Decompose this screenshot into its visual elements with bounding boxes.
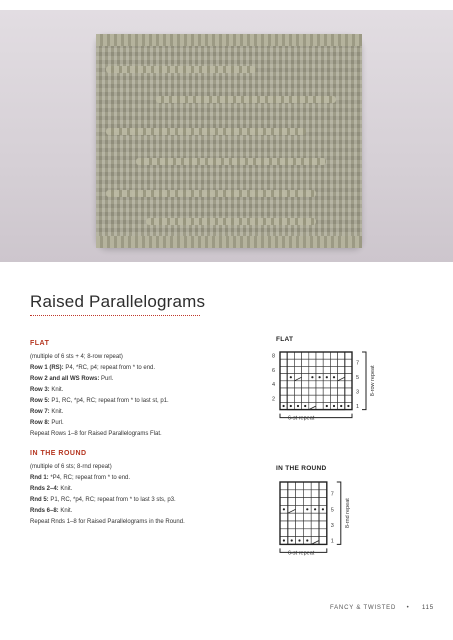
chart-cell xyxy=(294,352,301,359)
chart-cell xyxy=(302,395,309,402)
chart-cell xyxy=(303,529,311,537)
chart-cell xyxy=(319,521,327,529)
chart-cell xyxy=(323,395,330,402)
chart-cell xyxy=(280,395,287,402)
round-line xyxy=(30,495,185,506)
round-line-label: Rnds 6–8: xyxy=(30,508,59,514)
chart-cell xyxy=(311,513,319,521)
page-footer xyxy=(330,605,434,611)
swatch-ridge xyxy=(156,96,336,103)
flat-line xyxy=(30,407,169,418)
chart-cell xyxy=(280,352,287,359)
purl-symbol xyxy=(326,376,328,378)
chart-cell xyxy=(330,359,337,366)
chart-cell xyxy=(309,388,316,395)
swatch-ridge xyxy=(146,218,316,225)
side-repeat-label: 8-row repeat xyxy=(370,365,376,397)
purl-symbol xyxy=(333,376,335,378)
chart-cell xyxy=(288,521,296,529)
row-number: 7 xyxy=(330,491,334,498)
chart-cell xyxy=(287,366,294,373)
chart-cell xyxy=(345,366,352,373)
purl-symbol xyxy=(314,508,316,510)
chart-cell xyxy=(303,482,311,490)
chart-cell xyxy=(345,352,352,359)
flat-chart xyxy=(262,348,392,448)
chart-cell xyxy=(309,366,316,373)
chart-cell xyxy=(311,482,319,490)
page-title: Raised Parallelograms xyxy=(30,292,206,311)
chart-cell xyxy=(302,352,309,359)
row-number: 3 xyxy=(330,522,334,529)
chart-cell xyxy=(309,381,316,388)
row-number: 5 xyxy=(356,375,360,381)
chart-cell xyxy=(280,482,288,490)
chart-cell xyxy=(319,537,327,545)
title-divider xyxy=(30,315,200,316)
chart-cell xyxy=(338,374,345,381)
footer-section: FANCY & TWISTED xyxy=(330,605,397,611)
chart-cell xyxy=(309,352,316,359)
chart-cell xyxy=(280,359,287,366)
chart-cell xyxy=(287,352,294,359)
row-number: 2 xyxy=(272,396,276,403)
swatch-ridge xyxy=(106,66,256,73)
flat-line-label: Row 1 (RS): xyxy=(30,365,64,371)
purl-symbol xyxy=(283,539,285,541)
chart-cell xyxy=(296,498,304,506)
flat-heading: FLAT xyxy=(30,340,50,347)
purl-symbol xyxy=(322,508,324,510)
row-number: 4 xyxy=(272,382,276,389)
chart-cell xyxy=(280,498,288,506)
chart-cell xyxy=(338,388,345,395)
side-repeat-label: 8-rnd repeat xyxy=(344,498,351,529)
row-number: 5 xyxy=(330,507,334,514)
chart-cell xyxy=(311,490,319,498)
round-instructions xyxy=(30,462,185,528)
chart-cell xyxy=(323,381,330,388)
chart-cell xyxy=(316,388,323,395)
purl-symbol xyxy=(333,405,335,407)
flat-line-label: Row 7: xyxy=(30,409,50,415)
chart-cell xyxy=(338,359,345,366)
chart-cell xyxy=(319,529,327,537)
purl-symbol xyxy=(283,508,285,510)
chart-cell xyxy=(288,498,296,506)
chart-cell xyxy=(294,366,301,373)
chart-cell xyxy=(287,359,294,366)
flat-line xyxy=(30,363,169,374)
bottom-repeat-label: 6-st repeat xyxy=(288,415,315,422)
flat-line xyxy=(30,429,169,440)
chart-cell xyxy=(294,374,301,381)
chart-cell xyxy=(319,513,327,521)
flat-line-text: Repeat Rows 1–8 for Raised Parallelograms Flat. xyxy=(30,431,162,437)
chart-cell xyxy=(302,359,309,366)
chart-cell xyxy=(345,359,352,366)
chart-cell xyxy=(294,388,301,395)
chart-cell xyxy=(280,366,287,373)
round-line-text: P1, RC, *p4, RC; repeat from * to last 3 sts, p3. xyxy=(48,497,176,503)
flat-line xyxy=(30,352,169,363)
flat-line-text: Knit. xyxy=(49,387,64,393)
bottom-repeat-label: 6-st repeat xyxy=(288,550,315,557)
row-number: 7 xyxy=(356,360,360,367)
footer-bullet: • xyxy=(406,605,410,611)
knitted-swatch-image xyxy=(96,34,362,248)
round-line xyxy=(30,473,185,484)
round-chart-label: IN THE ROUND xyxy=(276,465,327,472)
chart-cell xyxy=(345,374,352,381)
chart-cell xyxy=(338,366,345,373)
chart-cell xyxy=(287,395,294,402)
row-number: 1 xyxy=(330,538,334,545)
swatch-ridge xyxy=(136,158,326,165)
chart-cell xyxy=(338,381,345,388)
round-line xyxy=(30,517,185,528)
chart-cell xyxy=(280,381,287,388)
round-line xyxy=(30,506,185,517)
chart-cell xyxy=(319,490,327,498)
round-line xyxy=(30,484,185,495)
chart-cell xyxy=(296,521,304,529)
flat-line-text: (multiple of 6 sts + 4; 8-row repeat) xyxy=(30,354,123,360)
chart-cell xyxy=(288,490,296,498)
chart-cell xyxy=(316,352,323,359)
swatch-ridge xyxy=(106,190,316,197)
round-line-label: Rnd 1: xyxy=(30,475,49,481)
chart-cell xyxy=(311,537,319,545)
chart-cell xyxy=(323,359,330,366)
chart-cell xyxy=(338,395,345,402)
chart-cell xyxy=(323,388,330,395)
chart-cell xyxy=(303,521,311,529)
round-heading: IN THE ROUND xyxy=(30,450,87,457)
purl-symbol xyxy=(306,539,308,541)
chart-cell xyxy=(287,388,294,395)
flat-line-text: P1, RC, *p4, RC; repeat from * to last st, p1. xyxy=(49,398,169,404)
chart-cell xyxy=(316,402,323,409)
side-bracket xyxy=(362,352,366,410)
chart-cell xyxy=(296,529,304,537)
chart-cell xyxy=(294,359,301,366)
chart-cell xyxy=(345,381,352,388)
chart-cell xyxy=(303,498,311,506)
chart-cell xyxy=(280,388,287,395)
page-number: 115 xyxy=(421,605,434,611)
chart-cell xyxy=(319,498,327,506)
purl-symbol xyxy=(297,405,299,407)
purl-symbol xyxy=(311,376,313,378)
swatch-ridge xyxy=(106,128,306,135)
swatch-bottom-edge xyxy=(96,236,362,248)
flat-line-label: Row 5: xyxy=(30,398,50,404)
flat-line-text: Knit. xyxy=(49,409,64,415)
purl-symbol xyxy=(306,508,308,510)
chart-cell xyxy=(330,395,337,402)
chart-cell xyxy=(330,388,337,395)
chart-cell xyxy=(280,529,288,537)
chart-cell xyxy=(309,395,316,402)
row-number: 1 xyxy=(356,403,360,410)
chart-cell xyxy=(316,395,323,402)
chart-cell xyxy=(288,482,296,490)
flat-chart-label: FLAT xyxy=(276,336,294,343)
chart-cell xyxy=(288,529,296,537)
round-line-text: Knit. xyxy=(58,486,73,492)
purl-symbol xyxy=(326,405,328,407)
chart-cell xyxy=(309,402,316,409)
chart-cell xyxy=(280,490,288,498)
round-line-text: (multiple of 6 sts; 8-rnd repeat) xyxy=(30,464,112,470)
chart-cell xyxy=(316,381,323,388)
chart-cell xyxy=(280,513,288,521)
chart-cell xyxy=(302,366,309,373)
purl-symbol xyxy=(291,539,293,541)
chart-cell xyxy=(319,482,327,490)
flat-line xyxy=(30,374,169,385)
chart-cell xyxy=(311,521,319,529)
flat-line xyxy=(30,418,169,429)
flat-line-text: P4, *RC, p4; repeat from * to end. xyxy=(63,365,156,371)
purl-symbol xyxy=(347,405,349,407)
flat-instructions xyxy=(30,352,169,440)
swatch-photo xyxy=(0,10,453,262)
round-chart xyxy=(262,478,392,578)
round-line-text: Repeat Rnds 1–8 for Raised Parallelograms in the Round. xyxy=(30,519,185,525)
flat-line-label: Row 3: xyxy=(30,387,50,393)
flat-line xyxy=(30,396,169,407)
chart-cell xyxy=(302,374,309,381)
purl-symbol xyxy=(290,376,292,378)
chart-cell xyxy=(294,381,301,388)
chart-cell xyxy=(316,359,323,366)
chart-cell xyxy=(303,513,311,521)
side-bracket xyxy=(337,482,341,544)
chart-cell xyxy=(280,521,288,529)
chart-cell xyxy=(330,352,337,359)
chart-cell xyxy=(316,366,323,373)
chart-cell xyxy=(303,490,311,498)
round-line-text: Knit. xyxy=(58,508,73,514)
chart-cell xyxy=(323,352,330,359)
flat-line xyxy=(30,385,169,396)
flat-line-text: Purl. xyxy=(99,376,114,382)
chart-cell xyxy=(280,374,287,381)
chart-cell xyxy=(311,498,319,506)
chart-cell xyxy=(296,490,304,498)
chart-cell xyxy=(311,529,319,537)
round-line-label: Rnd 5: xyxy=(30,497,49,503)
chart-cell xyxy=(330,366,337,373)
chart-cell xyxy=(302,388,309,395)
chart-cell xyxy=(296,513,304,521)
chart-cell xyxy=(296,482,304,490)
row-number: 6 xyxy=(272,367,276,374)
chart-cell xyxy=(338,352,345,359)
flat-line-label: Row 2 and all WS Rows: xyxy=(30,376,100,382)
round-line-text: *P4, RC; repeat from * to end. xyxy=(48,475,131,481)
row-number: 3 xyxy=(356,389,360,396)
row-number: 8 xyxy=(272,353,276,360)
round-line xyxy=(30,462,185,473)
chart-cell xyxy=(288,505,296,513)
chart-cell xyxy=(330,381,337,388)
chart-cell xyxy=(323,366,330,373)
round-line-label: Rnds 2–4: xyxy=(30,486,59,492)
chart-cell xyxy=(345,388,352,395)
swatch-top-edge xyxy=(96,34,362,46)
chart-cell xyxy=(302,381,309,388)
chart-cell xyxy=(296,505,304,513)
flat-line-text: Purl. xyxy=(49,420,64,426)
chart-cell xyxy=(345,395,352,402)
chart-cell xyxy=(294,395,301,402)
purl-symbol xyxy=(340,405,342,407)
purl-symbol xyxy=(304,405,306,407)
purl-symbol xyxy=(283,405,285,407)
purl-symbol xyxy=(319,376,321,378)
purl-symbol xyxy=(298,539,300,541)
purl-symbol xyxy=(290,405,292,407)
chart-cell xyxy=(287,381,294,388)
flat-line-label: Row 8: xyxy=(30,420,50,426)
chart-cell xyxy=(309,359,316,366)
chart-cell xyxy=(288,513,296,521)
